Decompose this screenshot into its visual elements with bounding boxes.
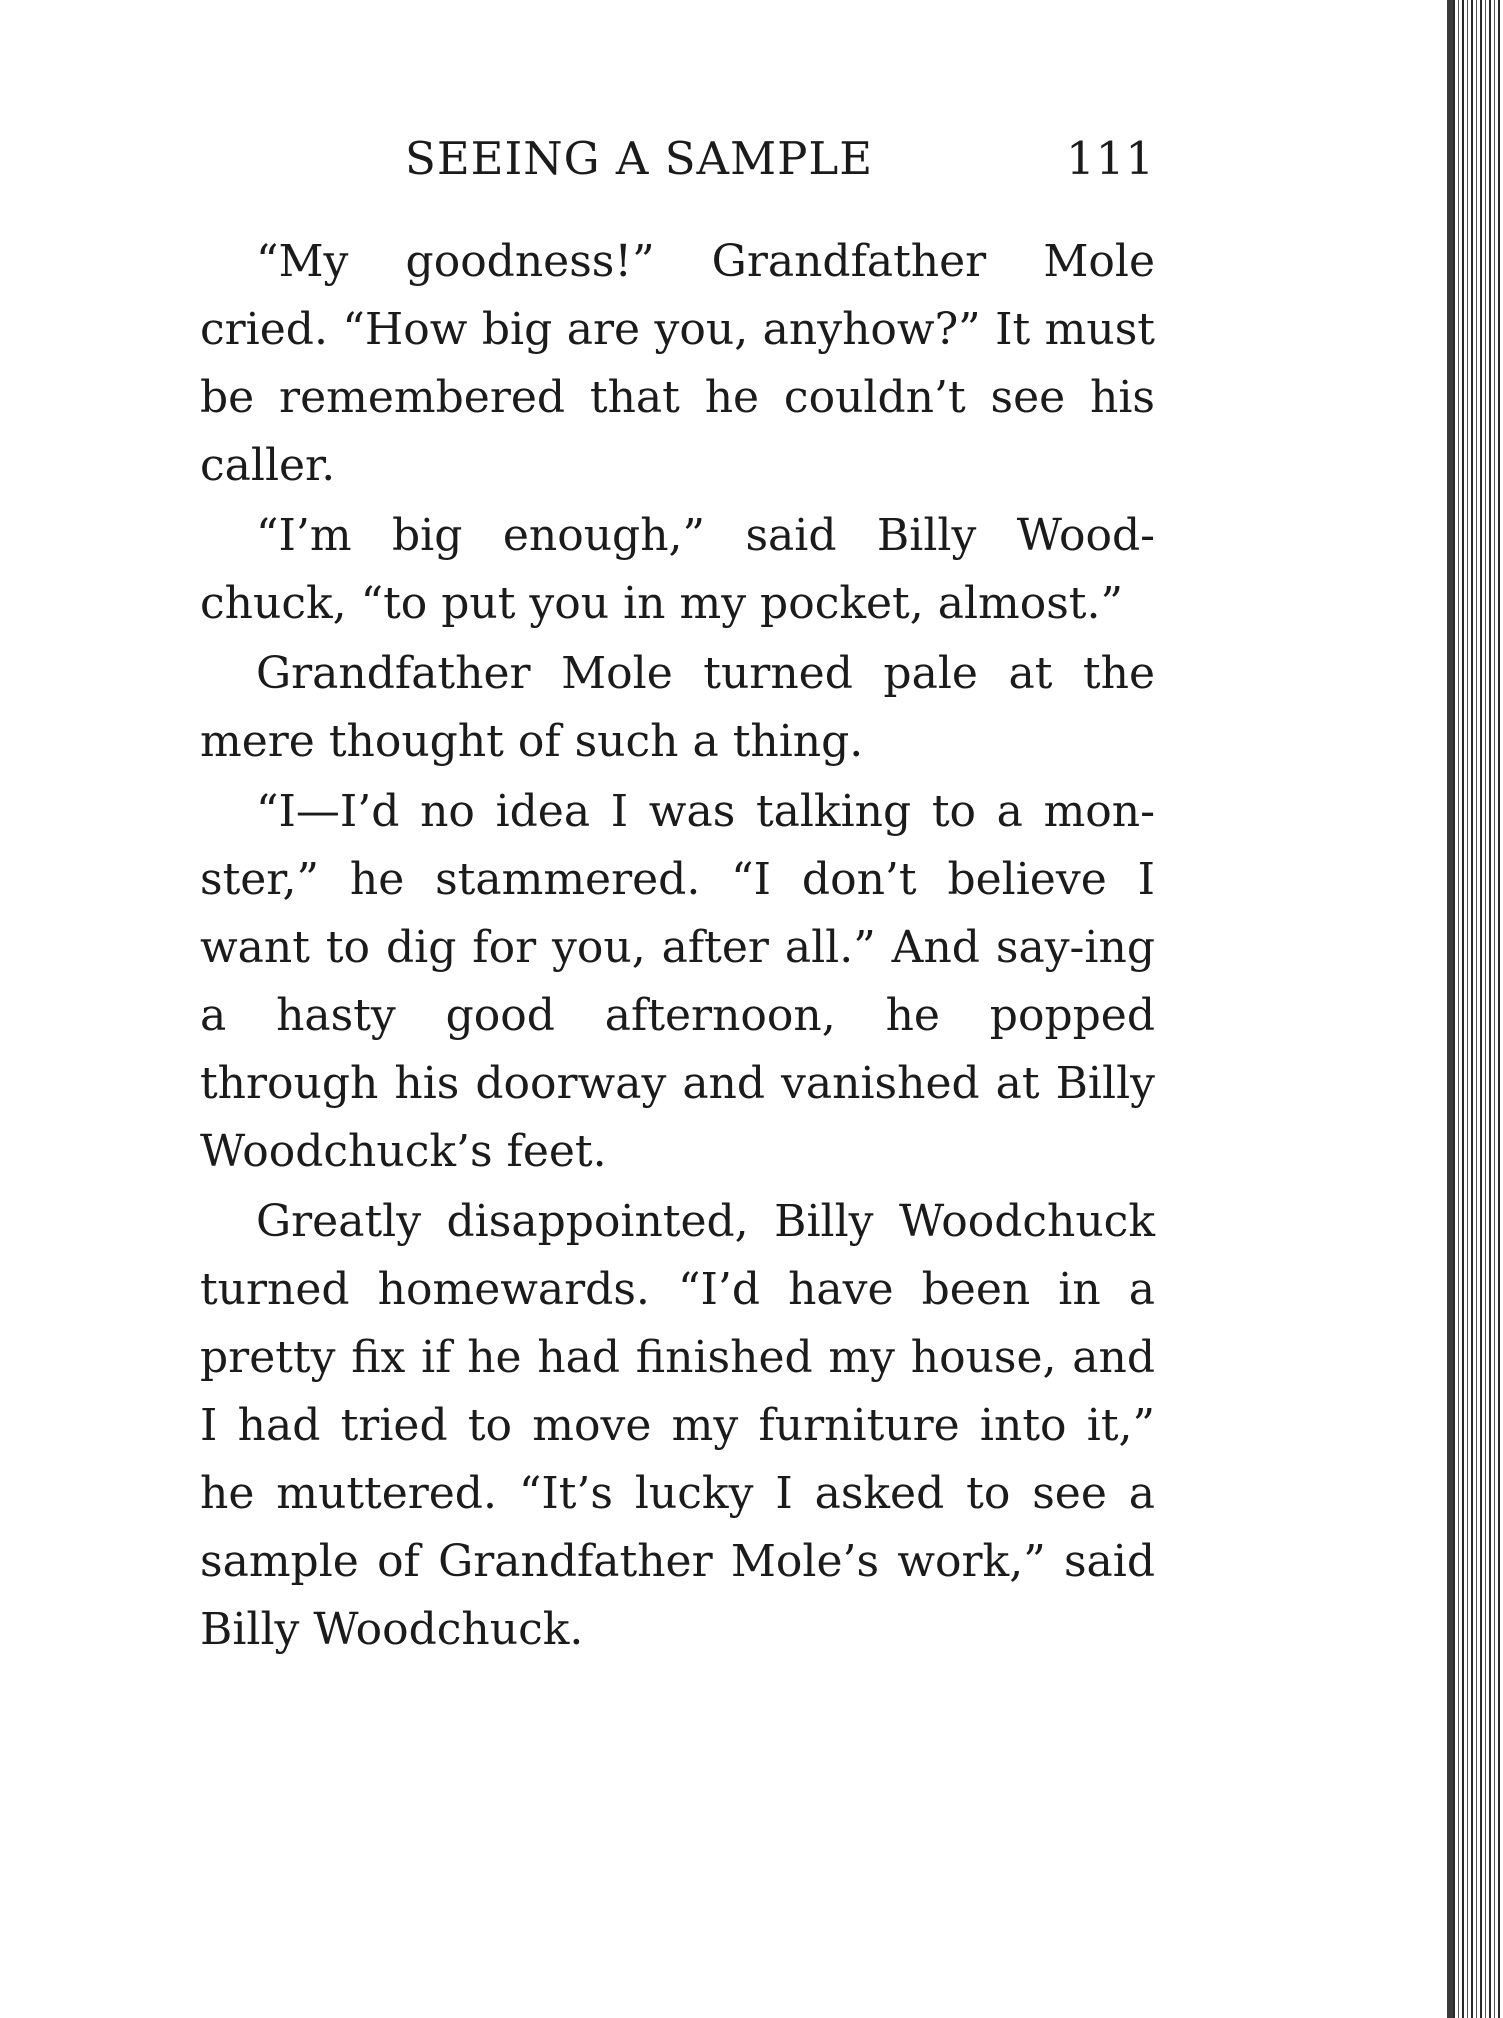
paragraph: “My goodness!” Grandfather Mole cried. “How big are you, anyhow?” It must be remembered that he couldn’t see his caller. (200, 236, 1155, 491)
running-head (200, 132, 1155, 192)
paragraph: Greatly disappointed, Billy Woodchuck turned homewards. “I’d have been in a pretty fix if he had finished my house, and I had tried to move my furniture into it,” he muttered. “It’s lucky I asked to see a sample of Grandfather Mole’s work,” said Billy Woodchuck. (200, 1196, 1155, 1655)
binding-gutter (1453, 0, 1503, 2018)
chapter-title: SEEING A SAMPLE (405, 132, 874, 185)
paragraph: “I’m big enough,” said Billy Wood-chuck, “to put you in my pocket, almost.” (200, 510, 1155, 629)
body-text (200, 228, 1155, 1666)
page-number: 111 (1066, 132, 1155, 185)
paragraph: Grandfather Mole turned pale at the mere thought of such a thing. (200, 648, 1155, 767)
paragraph: “I—I’d no idea I was talking to a mon-ster,” he stammered. “I don’t believe I want to dig for you, after all.” And say-ing a hasty good afternoon, he popped through his doorway and vanished at Billy Woodchuck’s feet. (200, 786, 1155, 1177)
